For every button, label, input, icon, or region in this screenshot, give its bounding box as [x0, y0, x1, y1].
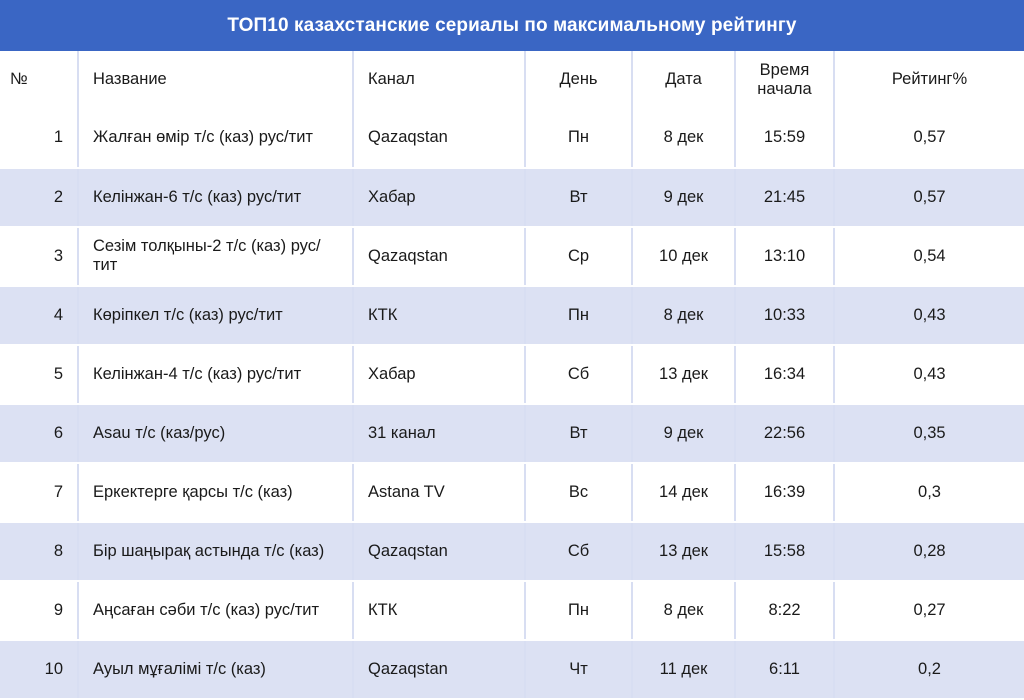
page-title: ТОП10 казахстанские сериалы по максимальному рейтингу [0, 0, 1024, 51]
table-row [0, 522, 1024, 581]
cell-number: 8 [0, 522, 78, 581]
cell-start-time: 10:33 [735, 286, 834, 345]
cell-rating: 0,57 [834, 109, 1024, 168]
cell-rating: 0,43 [834, 286, 1024, 345]
cell-name: Көріпкел т/с (каз) рус/тит [78, 286, 353, 345]
table-row [0, 227, 1024, 286]
cell-day: Сб [525, 522, 632, 581]
table-row [0, 463, 1024, 522]
cell-day: Ср [525, 227, 632, 286]
cell-date: 10 дек [632, 227, 735, 286]
cell-number: 1 [0, 109, 78, 168]
cell-channel: Qazaqstan [353, 109, 525, 168]
cell-start-time: 8:22 [735, 581, 834, 640]
cell-date: 8 дек [632, 286, 735, 345]
cell-date: 11 дек [632, 640, 735, 699]
cell-start-time: 16:34 [735, 345, 834, 404]
cell-date: 9 дек [632, 168, 735, 227]
column-header-number: № [0, 51, 78, 109]
cell-day: Вт [525, 168, 632, 227]
cell-start-time: 16:39 [735, 463, 834, 522]
cell-name: Asau т/с (каз/рус) [78, 404, 353, 463]
cell-channel: 31 канал [353, 404, 525, 463]
cell-number: 6 [0, 404, 78, 463]
table-row [0, 581, 1024, 640]
column-header-date: Дата [632, 51, 735, 109]
cell-rating: 0,35 [834, 404, 1024, 463]
cell-start-time: 21:45 [735, 168, 834, 227]
cell-channel: Qazaqstan [353, 640, 525, 699]
cell-day: Вс [525, 463, 632, 522]
cell-number: 7 [0, 463, 78, 522]
cell-rating: 0,54 [834, 227, 1024, 286]
table-row [0, 640, 1024, 699]
cell-start-time: 22:56 [735, 404, 834, 463]
cell-number: 5 [0, 345, 78, 404]
table-row [0, 109, 1024, 168]
cell-name: Сезім толқыны-2 т/с (каз) рус/тит [78, 227, 353, 286]
cell-date: 8 дек [632, 581, 735, 640]
cell-day: Сб [525, 345, 632, 404]
cell-name: Аңсаған сәби т/с (каз) рус/тит [78, 581, 353, 640]
table-row [0, 404, 1024, 463]
cell-channel: Qazaqstan [353, 522, 525, 581]
cell-rating: 0,3 [834, 463, 1024, 522]
cell-name: Ауыл мұғалімі т/с (каз) [78, 640, 353, 699]
cell-day: Пн [525, 581, 632, 640]
cell-start-time: 15:59 [735, 109, 834, 168]
table-row [0, 345, 1024, 404]
cell-day: Вт [525, 404, 632, 463]
cell-date: 13 дек [632, 345, 735, 404]
cell-date: 9 дек [632, 404, 735, 463]
cell-channel: КТК [353, 286, 525, 345]
column-header-rating: Рейтинг% [834, 51, 1024, 109]
cell-number: 3 [0, 227, 78, 286]
cell-rating: 0,43 [834, 345, 1024, 404]
cell-channel: Хабар [353, 168, 525, 227]
cell-day: Пн [525, 286, 632, 345]
top10-series-table [0, 51, 1024, 700]
table-header-row [0, 51, 1024, 109]
column-header-channel: Канал [353, 51, 525, 109]
cell-rating: 0,57 [834, 168, 1024, 227]
cell-name: Бір шаңырақ астында т/с (каз) [78, 522, 353, 581]
cell-name: Еркектерге қарсы т/с (каз) [78, 463, 353, 522]
cell-date: 8 дек [632, 109, 735, 168]
cell-channel: КТК [353, 581, 525, 640]
column-header-start-time: Время начала [735, 51, 834, 109]
cell-channel: Qazaqstan [353, 227, 525, 286]
cell-number: 9 [0, 581, 78, 640]
cell-channel: Хабар [353, 345, 525, 404]
cell-day: Пн [525, 109, 632, 168]
cell-rating: 0,2 [834, 640, 1024, 699]
cell-name: Жалған өмір т/с (каз) рус/тит [78, 109, 353, 168]
cell-number: 2 [0, 168, 78, 227]
table-body [0, 109, 1024, 699]
cell-channel: Astana TV [353, 463, 525, 522]
column-header-day: День [525, 51, 632, 109]
cell-rating: 0,28 [834, 522, 1024, 581]
cell-date: 13 дек [632, 522, 735, 581]
table-header [0, 51, 1024, 109]
cell-day: Чт [525, 640, 632, 699]
table-row [0, 168, 1024, 227]
cell-start-time: 13:10 [735, 227, 834, 286]
cell-start-time: 6:11 [735, 640, 834, 699]
cell-number: 4 [0, 286, 78, 345]
cell-name: Келінжан-6 т/с (каз) рус/тит [78, 168, 353, 227]
column-header-name: Название [78, 51, 353, 109]
cell-date: 14 дек [632, 463, 735, 522]
cell-name: Келінжан-4 т/с (каз) рус/тит [78, 345, 353, 404]
cell-start-time: 15:58 [735, 522, 834, 581]
cell-rating: 0,27 [834, 581, 1024, 640]
table-row [0, 286, 1024, 345]
cell-number: 10 [0, 640, 78, 699]
